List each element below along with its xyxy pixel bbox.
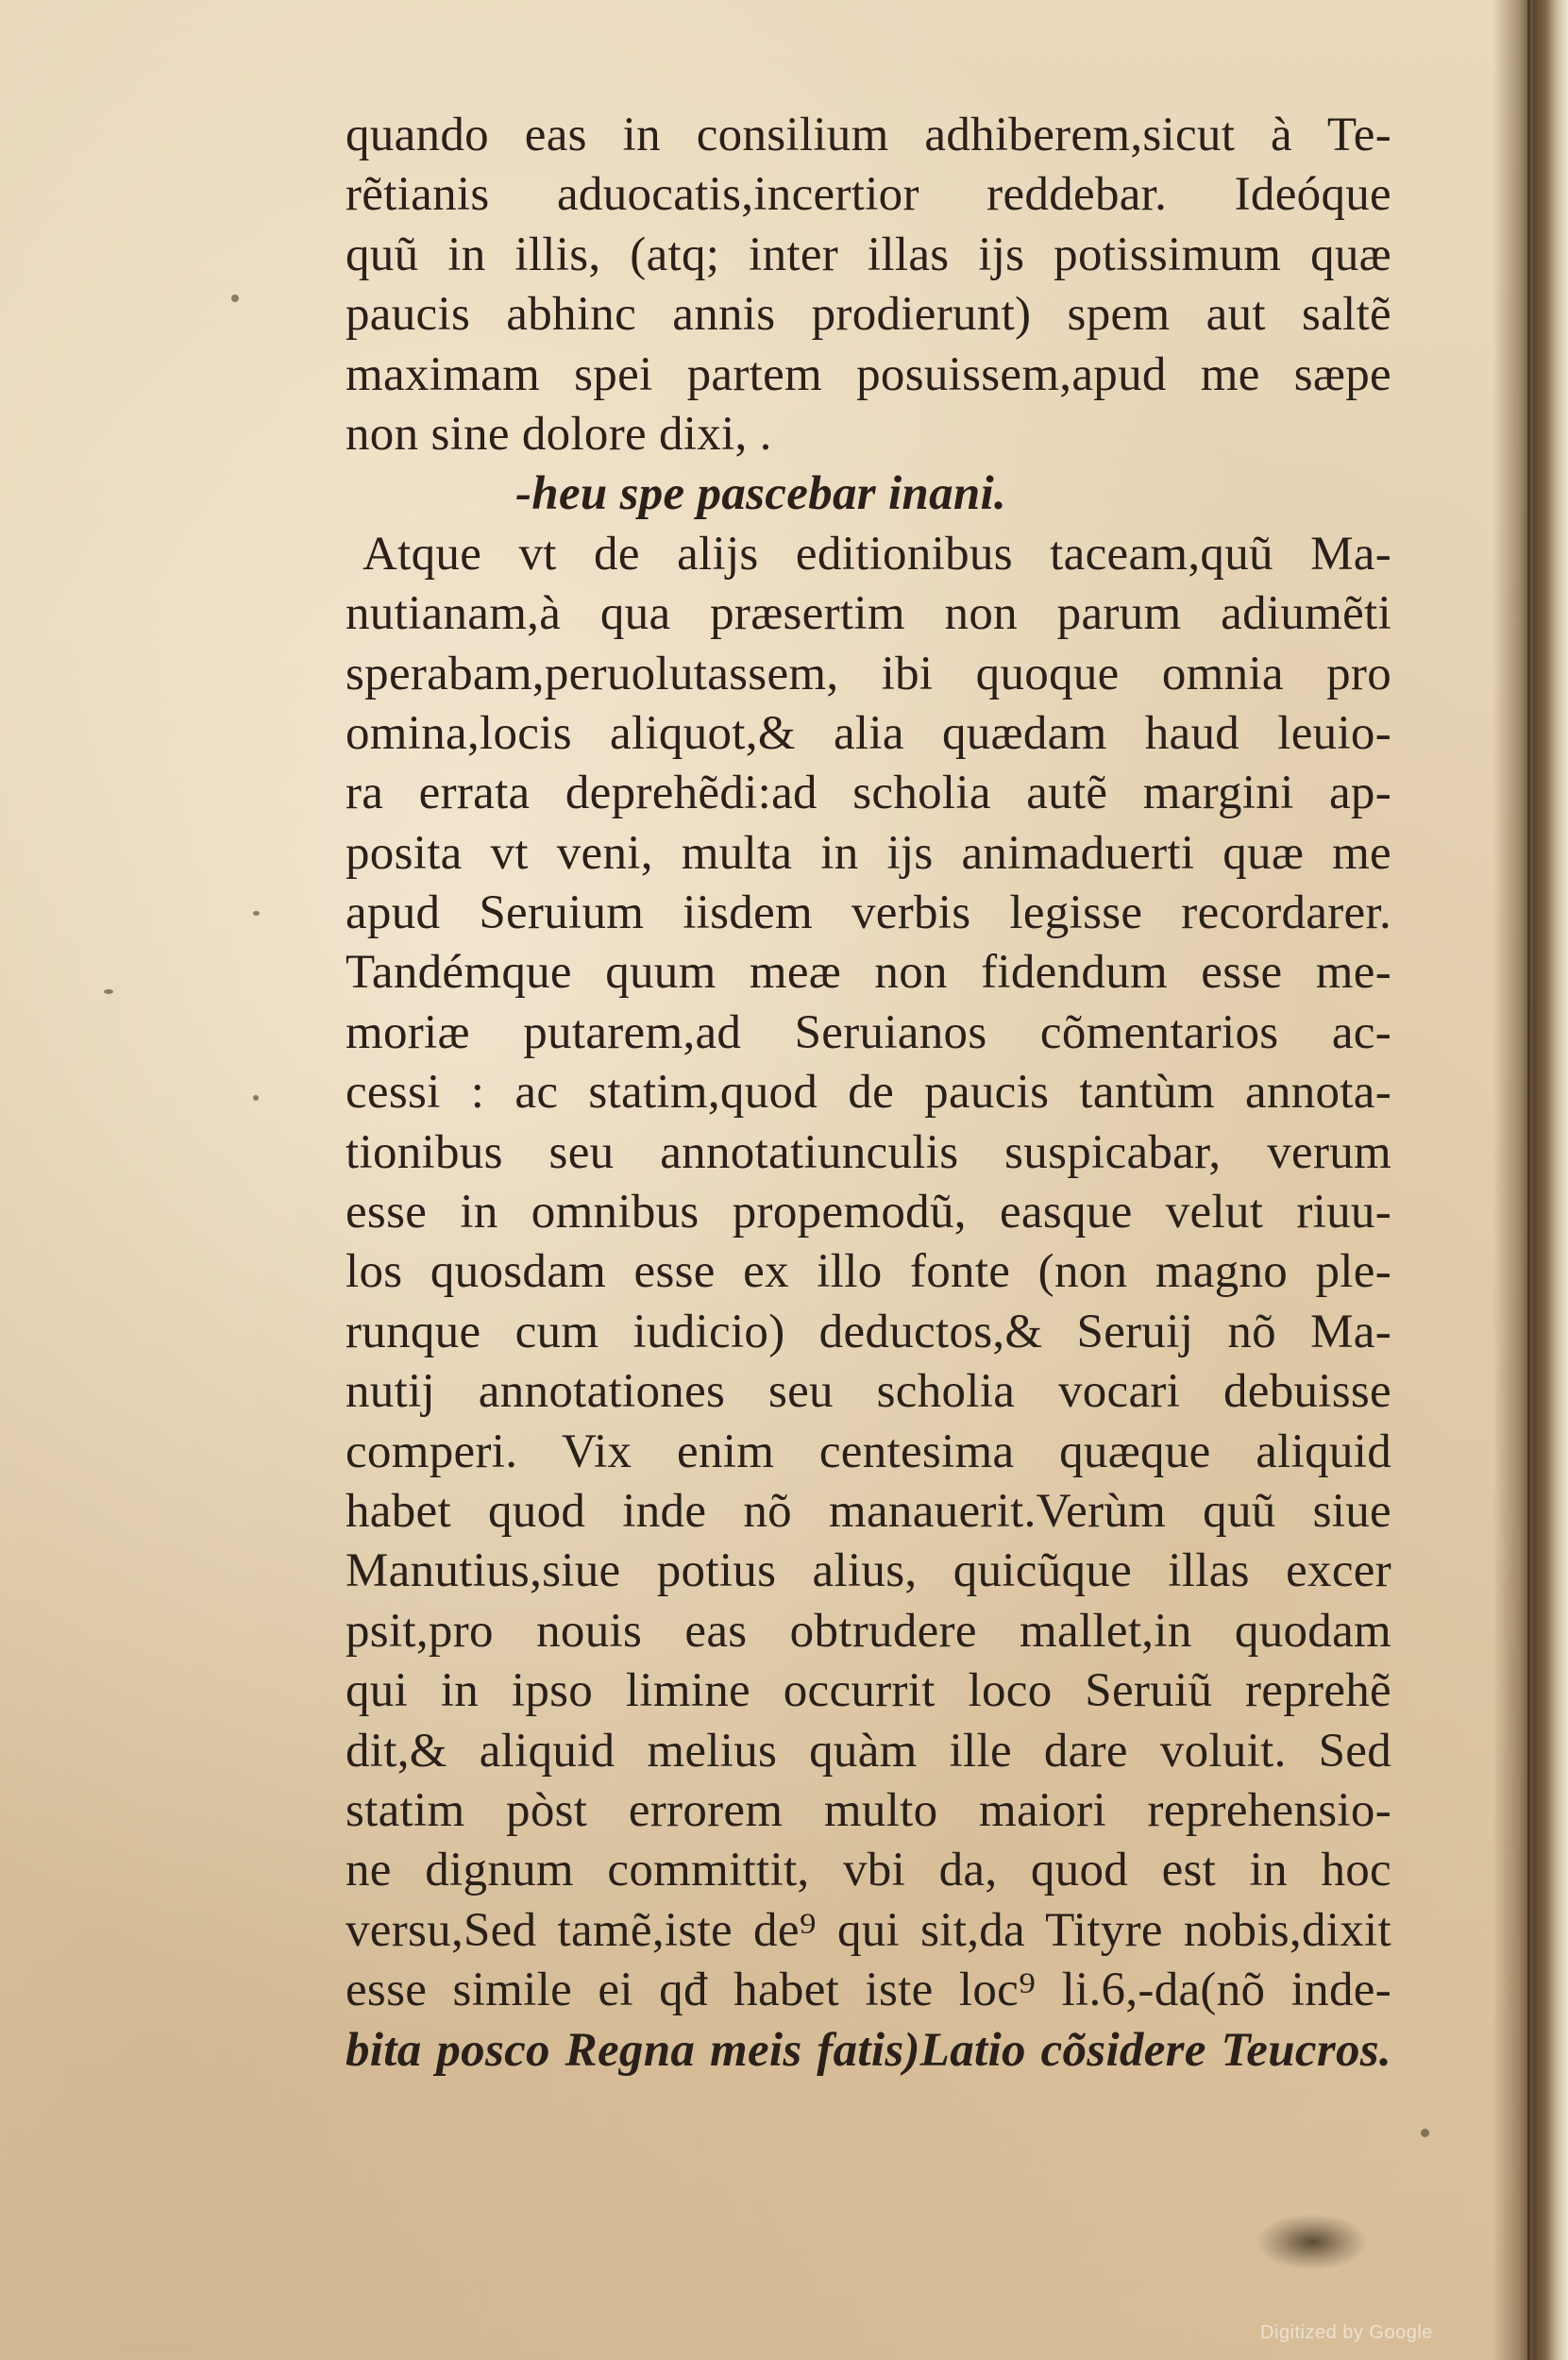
text-line: esse simile ei qđ habet iste loc⁹ li.6,-da(nõ inde- [346,1964,1391,2017]
text-line: quando eas in consilium adhiberem,sicut à Te- [346,109,1391,161]
text-line: cessi : ac statim,quod de paucis tantùm annota- [346,1066,1391,1120]
text-line: comperi. Vix enim centesima quæque aliquid [346,1424,1391,1478]
text-line: apud Seruium iisdem verbis legisse recordarer. [346,886,1391,940]
body-text [346,106,1391,2081]
text-line: tionibus seu annotatiunculis suspicabar, verum [346,1125,1391,1179]
ink-speck [253,911,260,916]
text-line: Tandémque quum meæ non fidendum esse me- [346,946,1391,1000]
text-line: rẽtianis aduocatis,incertior reddebar. Ideóque [346,168,1391,222]
text-line: versu,Sed tamẽ,iste de⁹ qui sit,da Tityre nobis,dixit [346,1903,1391,1957]
text-line: habet quod inde nõ manauerit.Verùm quũ siue [346,1484,1391,1538]
text-line: paucis abhinc annis prodierunt) spem aut saltẽ [346,288,1391,342]
page-edge-line [1527,0,1530,2360]
ink-smudge [1256,2214,1369,2270]
text-line: nutianam,à qua præsertim non parum adiumẽti [346,587,1391,641]
text-line: omina,locis aliquot,& alia quædam haud leuio- [346,706,1391,760]
text-line: esse in omnibus propemodũ, easque velut riuu- [346,1186,1391,1239]
text-line: quũ in illis, (atq; inter illas ijs potissimum quæ [346,228,1391,281]
text-line: statim pòst errorem multo maiori reprehensio- [346,1783,1391,1837]
text-line: qui in ipso limine occurrit loco Seruiũ reprehẽ [346,1664,1391,1718]
italic-quotation-line: -heu spe pascebar inani. [515,467,1007,521]
text-line: posita vt veni, multa in ijs animaduerti quæ me [346,826,1391,880]
ink-speck [104,989,113,994]
italic-quotation-line: bita posco Regna meis fatis)Latio cõsidere Teucros. [346,2023,1391,2077]
text-line: sperabam,peruolutassem, ibi quoque omnia pro [346,647,1391,700]
text-line: ra errata deprehẽdi:ad scholia autẽ margini ap- [346,767,1391,820]
page-edge [1492,0,1568,2360]
text-line: dit,& aliquid melius quàm ille dare voluit. Sed [346,1724,1391,1778]
text-line: maximam spei partem posuissem,apud me sæpe [346,347,1391,401]
text-line: moriæ putarem,ad Seruianos cõmentarios ac- [346,1005,1391,1059]
paragraph-start-line: Atque vt de alijs editionibus taceam,quũ Ma- [362,527,1391,581]
ink-speck [1421,2129,1429,2137]
text-line: runque cum iudicio) deductos,& Seruij nõ Ma- [346,1305,1391,1358]
ink-speck [253,1095,259,1101]
text-line: non sine dolore dixi, . [346,407,772,461]
watermark: Digitized by Google [1260,2322,1433,2343]
text-line: nutij annotationes seu scholia vocari debuisse [346,1365,1391,1419]
text-line: ne dignum committit, vbi da, quod est in hoc [346,1844,1391,1897]
text-line: Manutius,siue potius alius, quicũque illas excer [346,1544,1391,1598]
text-line: psit,pro nouis eas obtrudere mallet,in quodam [346,1604,1391,1658]
ink-speck [231,295,239,302]
text-line: los quosdam esse ex illo fonte (non magno ple- [346,1245,1391,1299]
